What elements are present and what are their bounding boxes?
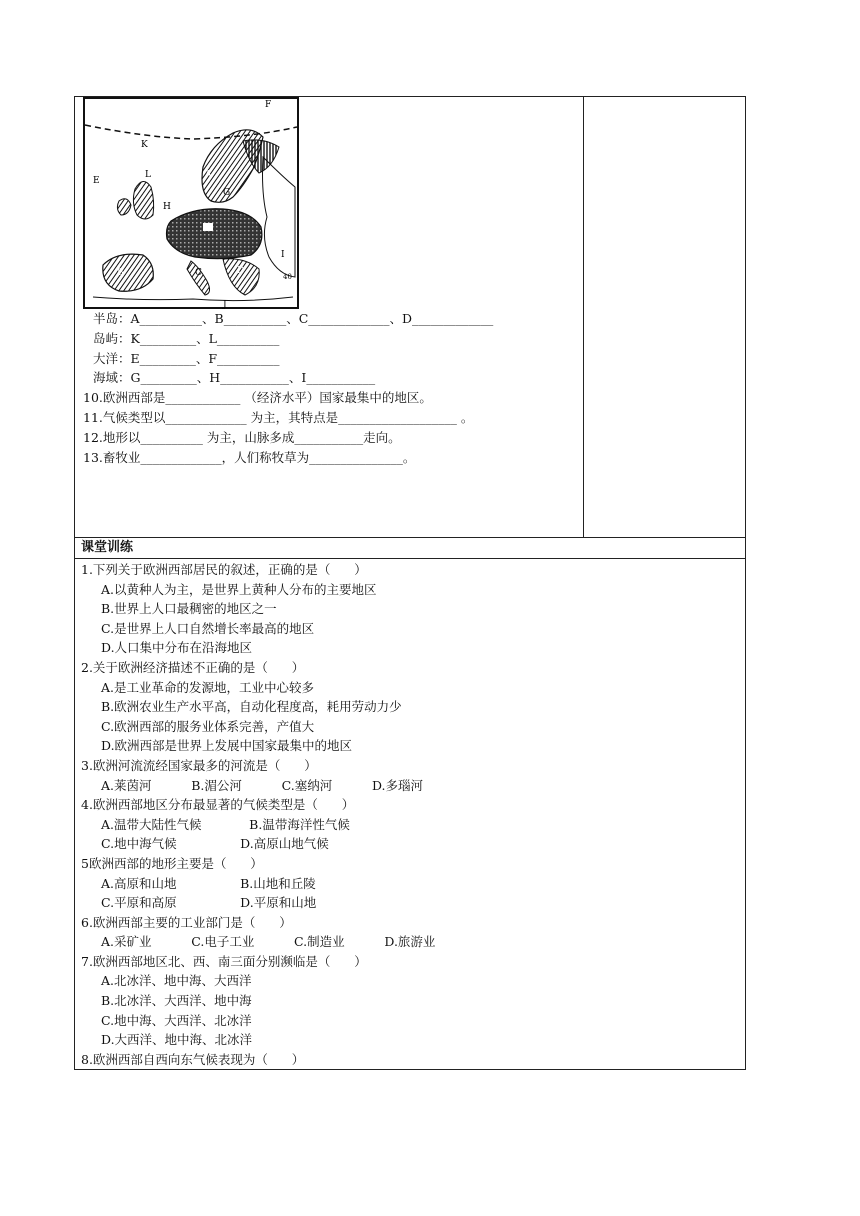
fill-line: 岛屿：K_________、L__________ — [93, 330, 280, 346]
answer-option: A.采矿业 C.电子工业 C.制造业 D.旅游业 — [101, 934, 436, 950]
map-label-e: E — [93, 176, 100, 186]
europe-map — [83, 97, 299, 309]
question-stem: 5欧洲西部的地形主要是（ ） — [81, 855, 263, 871]
question-stem: 3.欧洲河流流经国家最多的河流是（ ） — [81, 757, 317, 773]
question-stem: 2.关于欧洲经济描述不正确的是（ ） — [81, 659, 305, 675]
fill-line: 11.气候类型以_____________ 为主，其特点是___________________ 。 — [83, 409, 474, 425]
question-stem: 7.欧洲西部地区北、西、南三面分别濒临是（ ） — [81, 953, 367, 969]
answer-option: A.以黄种人为主，是世界上黄种人分布的主要地区 — [101, 581, 377, 597]
map-label-b: B — [117, 268, 124, 278]
question-stem: 1.下列关于欧洲西部居民的叙述，正确的是（ ） — [81, 562, 367, 577]
question-stem: 4.欧洲西部地区分布最显著的气候类型是（ ） — [81, 797, 355, 813]
fill-in-blanks — [83, 309, 493, 467]
map-label-h: H — [163, 202, 171, 212]
map-label-c: C — [195, 268, 202, 278]
question-list — [81, 560, 745, 1069]
fill-line: 13.畜牧业_____________，人们称牧草为_______________。 — [83, 449, 416, 465]
map-exercise-cell — [75, 97, 584, 538]
fill-line: 大洋：E_________、F__________ — [93, 350, 280, 366]
answer-option: D.人口集中分布在沿海地区 — [101, 640, 253, 656]
fill-line: 海域：G_________、H___________、I___________ — [93, 370, 376, 386]
fill-line: 10.欧洲西部是____________ （经济水平）国家最集中的地区。 — [83, 390, 432, 406]
answer-option: C.地中海、大西洋、北冰洋 — [101, 1012, 252, 1028]
worksheet-table — [74, 96, 746, 1070]
answer-option: A.北冰洋、地中海、大西洋 — [101, 973, 252, 989]
map-label-a: A — [205, 170, 212, 180]
map-label-l: L — [145, 170, 151, 180]
worksheet — [74, 96, 745, 1070]
answer-option: B.北冰洋、大西洋、地中海 — [101, 993, 252, 1009]
section-title: 课堂训练 — [75, 538, 746, 559]
map-label-g: G — [223, 188, 231, 198]
answer-option: C.欧洲西部的服务业体系完善，产值大 — [101, 718, 315, 734]
map-label-i: I — [281, 250, 285, 260]
fill-line: 半岛：A__________、B__________、C_____________、D_____________ — [93, 311, 494, 326]
fill-line: 12.地形以__________ 为主，山脉多成___________走向。 — [83, 429, 401, 445]
answer-option: C.地中海气候 D.高原山地气候 — [101, 836, 329, 852]
answer-option: D.大西洋、地中海、北冰洋 — [101, 1032, 253, 1048]
question-stem: 8.欧洲西部自西向东气候表现为（ ） — [81, 1051, 305, 1067]
notes-cell — [584, 97, 746, 538]
map-label-40: 40 — [283, 273, 292, 281]
map-label-d: D — [237, 266, 245, 276]
answer-option: A.温带大陆性气候 B.温带海洋性气候 — [101, 816, 350, 832]
answer-option: A.是工业革命的发源地，工业中心较多 — [101, 679, 315, 695]
answer-option: B.世界上人口最稠密的地区之一 — [101, 601, 277, 617]
map-label-f: F — [265, 100, 272, 110]
answer-option: B.欧洲农业生产水平高，自动化程度高，耗用劳动力少 — [101, 699, 402, 715]
answer-option: C.是世界上人口自然增长率最高的地区 — [101, 620, 315, 636]
map-label-k: K — [141, 140, 148, 150]
map-label-j: J — [223, 300, 227, 309]
question-stem: 6.欧洲西部主要的工业部门是（ ） — [81, 914, 292, 930]
answer-option: D.欧洲西部是世界上发展中国家最集中的地区 — [101, 738, 353, 754]
answer-option: C.平原和高原 D.平原和山地 — [101, 895, 317, 911]
answer-option: A.高原和山地 B.山地和丘陵 — [101, 875, 316, 891]
practice-questions — [75, 559, 746, 1070]
answer-option: A.莱茵河 B.湄公河 C.塞纳河 D.多瑙河 — [101, 777, 424, 793]
